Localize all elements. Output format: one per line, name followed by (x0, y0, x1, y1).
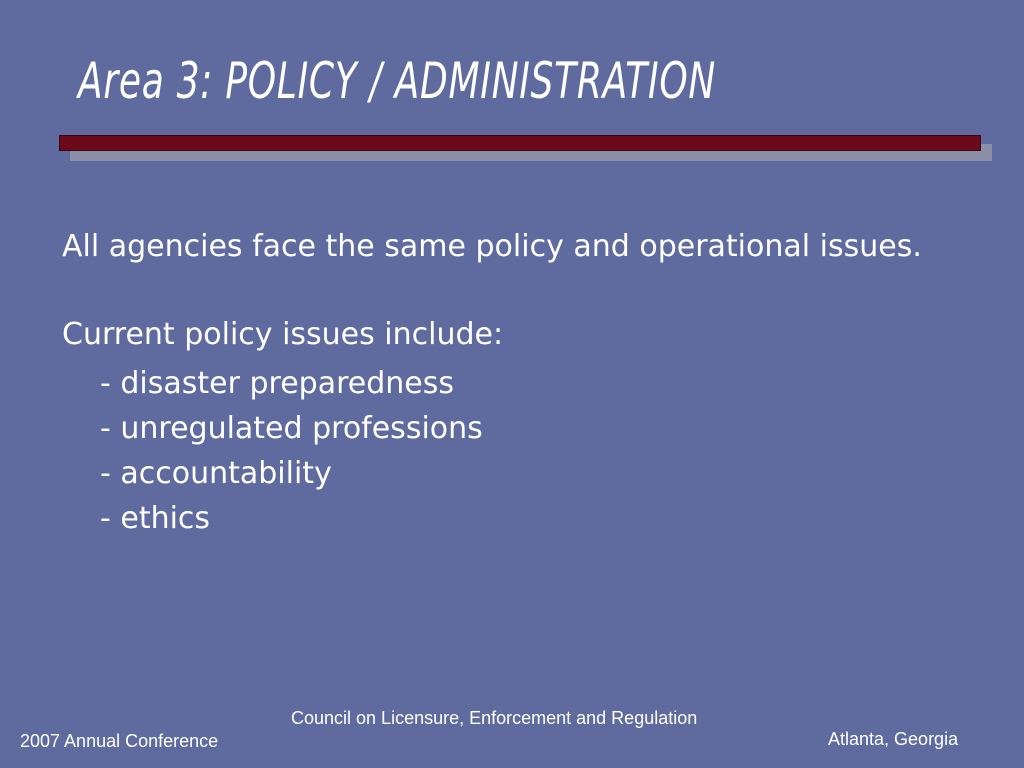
slide-title: Area 3: POLICY / ADMINISTRATION (78, 52, 717, 110)
list-item: - unregulated professions (100, 411, 483, 446)
list-item: - accountability (100, 456, 332, 491)
list-item: - disaster preparedness (100, 366, 454, 401)
paragraph-current-issues: Current policy issues include: (62, 317, 504, 352)
footer-location: Atlanta, Georgia (828, 729, 959, 749)
list-item: - ethics (100, 501, 211, 536)
title-rule (59, 135, 981, 151)
slide-body (62, 228, 962, 541)
paragraph-agencies: All agencies face the same policy and operational issues. (62, 229, 922, 264)
footer-conference: 2007 Annual Conference (20, 731, 219, 751)
footer-organization: Council on Licensure, Enforcement and Regulation (291, 708, 698, 728)
